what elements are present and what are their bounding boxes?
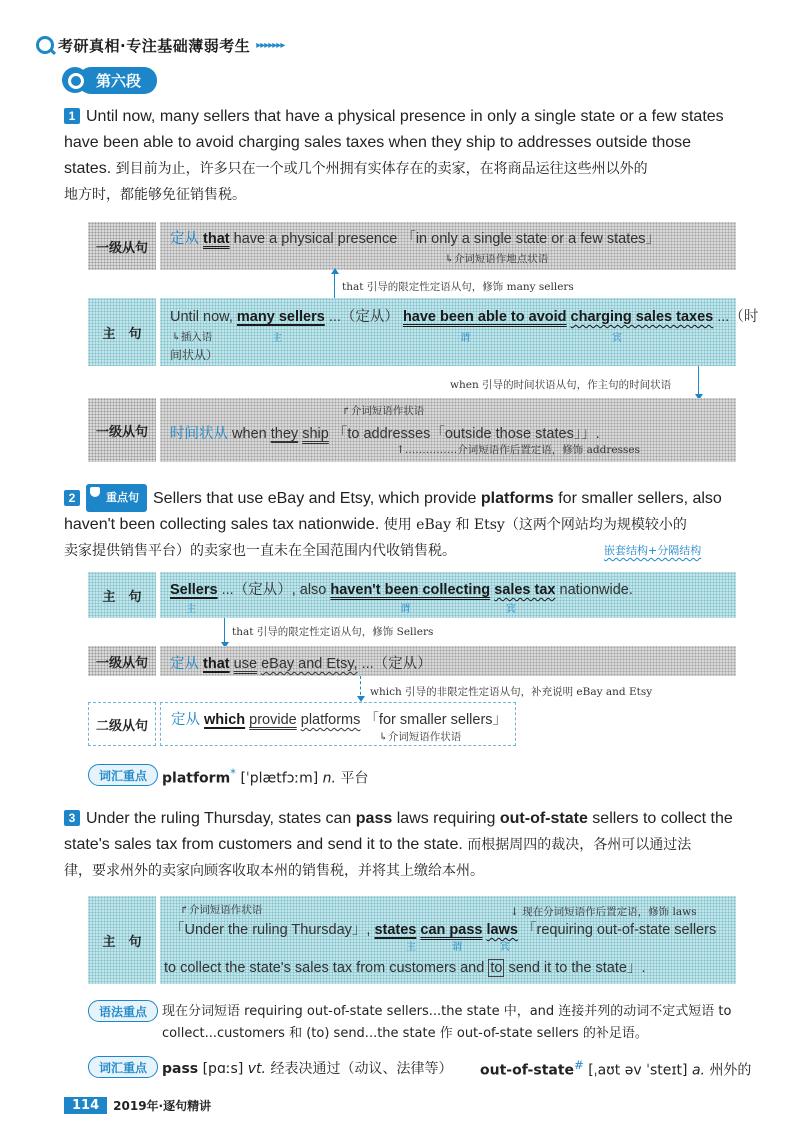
label-predicate: 谓 [460, 333, 470, 344]
label-object: 宾 [612, 333, 622, 344]
analysis-box [160, 646, 736, 676]
annotation-text: 介词短语作状语 [350, 405, 425, 417]
connector-arrow [360, 676, 361, 700]
vocab-phonetic: [ˈplætfɔːm] [240, 770, 319, 787]
sentence-2 [64, 484, 744, 564]
analysis-box [160, 222, 736, 270]
clause-word: provide [249, 712, 297, 728]
s2-zh-line2: 卖家提供销售平台）的卖家也一直未在全国范围内代收销售税。 [64, 543, 456, 559]
annotation-text: 介词短语作状语 [188, 904, 263, 916]
footer-text: 2019年·逐句精讲 [113, 1099, 212, 1113]
vocab-entry [480, 1058, 751, 1080]
label-object: 宾 [500, 942, 510, 953]
analysis-box [160, 572, 736, 618]
clause-word: 「for smaller sellers」 [364, 712, 508, 728]
clause-word: they [270, 426, 299, 442]
clause-word: states [374, 922, 417, 938]
row-label: 一级从句 [88, 398, 156, 462]
vocab-star: * [230, 766, 236, 780]
clause-word: ship [302, 426, 329, 442]
section-title: 第六段 [78, 67, 157, 94]
clause-tag: 定从 [170, 656, 199, 672]
vocab-phonetic: [ˌaʊt əv ˈsteɪt] [588, 1062, 688, 1079]
clause-word: which [204, 712, 246, 728]
sentence-number: 2 [64, 490, 80, 506]
header-arrows: ▸▸▸▸▸▸▸ [256, 39, 285, 51]
s2-en-line1a: Sellers that use eBay and Etsy, which provide [153, 490, 481, 507]
sentence-1 [64, 104, 744, 208]
clause-word-boxed: to [490, 960, 503, 976]
vocab-pos: vt. [247, 1061, 266, 1077]
clause-word: nationwide. [559, 582, 633, 598]
clause-word: haven't been collecting [330, 582, 491, 598]
sentence-number: 3 [64, 810, 80, 826]
clause-word: laws [486, 922, 518, 938]
s2-en-keyword: platforms [480, 490, 554, 507]
row-label: 二级从句 [88, 702, 156, 746]
row-label: 一级从句 [88, 646, 156, 676]
annotation-text: 插入语 [180, 331, 213, 343]
label-predicate: 谓 [400, 604, 410, 615]
vocab-word: out-of-state [480, 1062, 575, 1079]
analysis-box [160, 298, 759, 366]
clause-word: can pass [420, 922, 483, 938]
row-label: 主 句 [88, 572, 156, 618]
clause-word: that [203, 231, 230, 247]
analysis-box [160, 398, 736, 462]
clause-word: send it to the state」. [504, 960, 646, 976]
structure-mark: 嵌套结构+分隔结构 [604, 544, 702, 557]
s3-en-keyword: out-of-state [499, 810, 588, 827]
vocab-word: platform [162, 770, 231, 787]
clause-word: ...（时 [717, 309, 759, 325]
clause-word: have a physical presence [233, 231, 398, 247]
vocab-label: 词汇重点 [88, 1056, 158, 1078]
s1-zh-line1: 到目前为止，许多只在一个或几个州拥有实体存在的卖家，在将商品运往这些州以外的 [115, 161, 648, 177]
clause-word: when [232, 426, 267, 442]
section-tag [62, 67, 157, 93]
label-predicate: 谓 [452, 942, 462, 953]
running-header [36, 34, 284, 56]
s3-en-c: laws requiring [392, 810, 500, 827]
connector-arrow [334, 270, 335, 298]
clause-word: that [203, 656, 230, 672]
s2-en-line2: haven't been collecting sales tax nationwide. [64, 516, 380, 533]
clause-word: 「to addresses「outside those states」」. [332, 426, 600, 442]
section-q-icon [62, 67, 88, 93]
vocab-word: pass [162, 1061, 199, 1077]
clause-word: sales tax [494, 582, 556, 598]
s3-en-keyword: pass [355, 810, 393, 827]
clause-tag: 时间状从 [170, 426, 228, 442]
annotation: ↳介词短语作地点状语 [445, 253, 549, 265]
clause-word: platforms [300, 712, 361, 728]
analysis-box [160, 896, 736, 984]
vocab-entry [162, 1058, 452, 1078]
sentence-3 [64, 806, 744, 884]
row-label: 一级从句 [88, 222, 156, 270]
s1-en-line3: states. [64, 160, 112, 177]
row-label: 主 句 [88, 896, 156, 984]
clause-word: use [233, 656, 258, 672]
vocab-meaning: 经表决通过（动议、法律等） [270, 1061, 453, 1077]
clause-word: many sellers [236, 309, 325, 325]
grammar-line: collect...customers 和 (to) send...the state 作 out-of-state sellers 的补足语。 [162, 1026, 648, 1041]
clause-word: Until now, [170, 309, 233, 325]
clause-word: have been able to avoid [402, 309, 567, 325]
key-sentence-badge: 重点句 [86, 484, 147, 512]
vocab-meaning: 州外的 [709, 1062, 752, 1079]
clause-word: 「Under the ruling Thursday」, [170, 922, 371, 938]
analysis-box [160, 702, 516, 746]
s3-zh-line1: 而根据周四的裁决，各州可以通过法 [467, 837, 692, 853]
clause-word: to collect the state's sales tax from customers and [164, 960, 489, 976]
grammar-note [162, 1001, 742, 1045]
clause-word: 「in only a single state or a few states」 [401, 231, 661, 247]
clause-word: ...（定从） [361, 656, 432, 672]
connector-note: which 引导的非限定性定语从句，补充说明 eBay and Etsy [370, 686, 653, 698]
clause-word: Sellers [170, 582, 218, 598]
clause-tag: 定从 [170, 231, 199, 247]
label-subject: 主 [186, 604, 196, 615]
page-footer [64, 1097, 211, 1114]
annotation: ↱介词短语作状语 [180, 904, 263, 916]
connector-arrow [698, 366, 699, 398]
clause-word: ...（定从）, also [221, 582, 327, 598]
sentence-number: 1 [64, 108, 80, 124]
vocab-entry [162, 766, 368, 788]
s2-en-line1c: for smaller sellers, also [553, 490, 722, 507]
connector-arrow [224, 618, 225, 646]
header-title: 考研真相·专注基础薄弱考生 [58, 36, 251, 55]
s3-en-a: Under the ruling Thursday, states can [86, 810, 356, 827]
vocab-pos: n. [322, 770, 336, 787]
s3-en-e: sellers to collect the [587, 810, 733, 827]
connector-note: when 引导的时间状语从句，作主句的时间状语 [450, 379, 672, 391]
grammar-label: 语法重点 [88, 1000, 158, 1022]
connector-note: that 引导的限定性定语从句，修饰 many sellers [342, 281, 574, 293]
s1-zh-line2: 地方时，都能够免征销售税。 [64, 187, 246, 203]
s2-zh-line1: 使用 eBay 和 Etsy（这两个网站均为规模较小的 [383, 517, 687, 533]
annotation: ↑……………介词短语作后置定语，修饰 addresses [396, 444, 640, 456]
annotation: ↓ 现在分词短语作后置定语，修饰 laws [510, 906, 697, 918]
label-subject: 主 [272, 333, 282, 344]
annotation-text: 介词短语作后置定语，修饰 addresses [457, 444, 640, 456]
clause-word: charging sales taxes [570, 309, 714, 325]
s3-zh-line2: 律，要求州外的卖家向顾客收取本州的销售税，并将其上缴给本州。 [64, 863, 484, 879]
annotation: ↳介词短语作状语 [379, 731, 462, 743]
clause-word: eBay and Etsy, [261, 656, 358, 672]
s1-en-line2: have been able to avoid charging sales taxes when they ship to addresses outside those [64, 134, 692, 151]
annotation: ↱介词短语作状语 [342, 405, 425, 417]
vocab-star: # [574, 1058, 584, 1072]
clause-continued: 间状从） [170, 348, 219, 362]
annotation-text: 介词短语作状语 [387, 731, 462, 743]
label-subject: 主 [406, 942, 416, 953]
clause-tag: 定从 [171, 712, 200, 728]
clause-word: ...（定从） [328, 309, 399, 325]
search-q-icon [36, 36, 54, 54]
clause-word: 「requiring out-of-state sellers [521, 922, 717, 938]
page-number: 114 [64, 1097, 107, 1114]
label-object: 宾 [506, 604, 516, 615]
vocab-label: 词汇重点 [88, 764, 158, 786]
connector-note: that 引导的限定性定语从句，修饰 Sellers [232, 626, 434, 638]
s3-en-line2: state's sales tax from customers and send it to the state. [64, 836, 463, 853]
s1-en-line1: Until now, many sellers that have a physical presence in only a single state or a few states [86, 108, 724, 125]
row-label: 主 句 [88, 298, 156, 366]
grammar-line: 现在分词短语 requiring out-of-state sellers...the state 中，and 连接并列的动词不定式短语 to [162, 1004, 732, 1019]
vocab-phonetic: [pɑːs] [202, 1061, 244, 1077]
vocab-meaning: 平台 [340, 770, 369, 787]
annotation-text: 介词短语作地点状语 [453, 253, 549, 265]
vocab-pos: a. [691, 1062, 705, 1079]
annotation: ↳插入语 [172, 331, 213, 343]
annotation-text: 现在分词短语作后置定语，修饰 laws [522, 906, 697, 918]
